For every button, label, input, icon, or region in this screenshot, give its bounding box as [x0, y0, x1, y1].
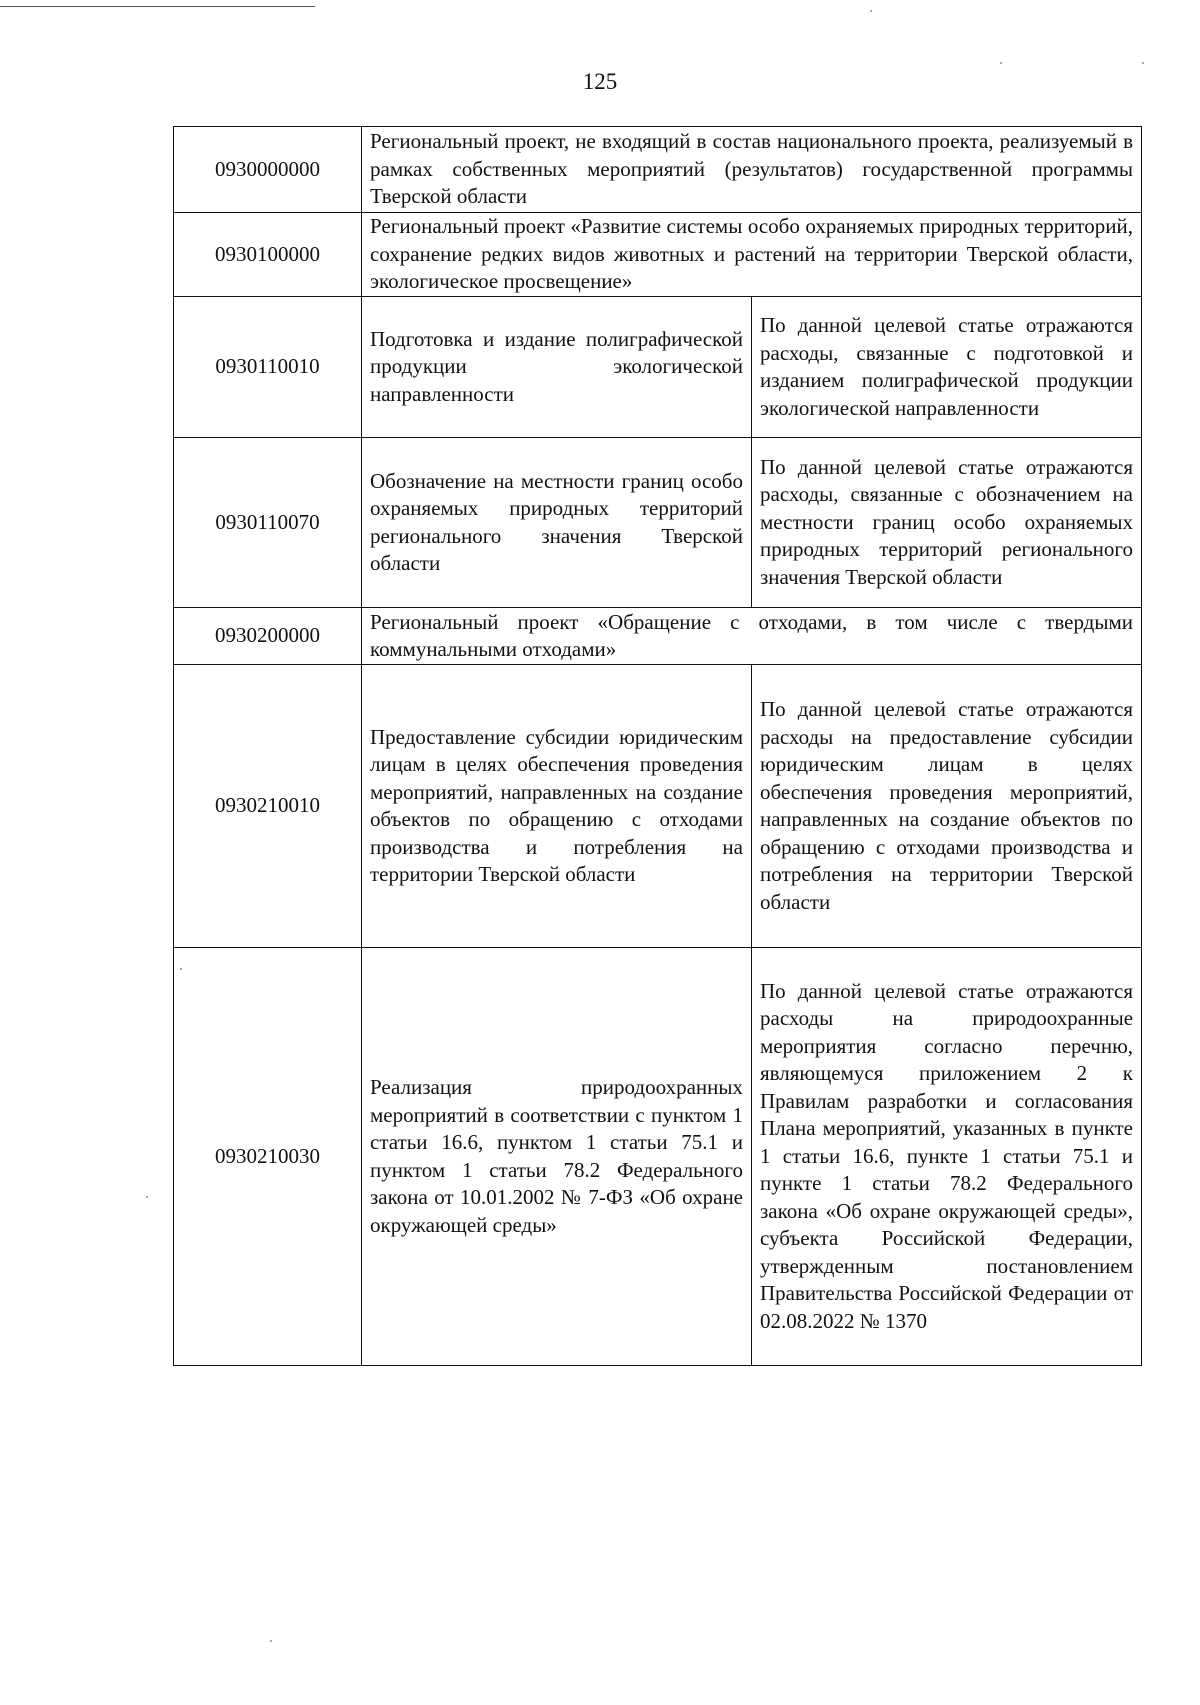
code-cell: 0930210010 [174, 665, 362, 948]
title-cell: Региональный проект «Развитие системы особо охраняемых природных территорий, сохранение редких видов животных и растений на территории Тверской области, экологическое просвещение» [362, 213, 1142, 297]
explanation-cell: По данной целевой статье отражаются расходы на предоставление субсидии юридическим лицам в целях обеспечения проведения мероприятий, направленных на создание объектов по обращению с отходами производства и потребления на территории Тверской области [752, 665, 1142, 948]
name-cell: Реализация природоохранных мероприятий в соответствии с пунктом 1 статьи 16.6, пунктом 1 статьи 75.1 и пунктом 1 статьи 78.2 Федерального закона от 10.01.2002 № 7-ФЗ «Об охране окружающей среды» [362, 948, 752, 1366]
name-cell: Подготовка и издание полиграфической продукции экологической направленности [362, 297, 752, 438]
code-cell: 0930110070 [174, 438, 362, 608]
scan-speck [870, 10, 872, 12]
scan-speck [1000, 62, 1002, 64]
code-cell: 0930110010 [174, 297, 362, 438]
scan-speck [270, 1640, 272, 1642]
page-number: 125 [582, 69, 618, 94]
name-cell: Обозначение на местности границ особо охраняемых природных территорий регионального значения Тверской области [362, 438, 752, 608]
table-row [174, 127, 1142, 213]
name-cell: Предоставление субсидии юридическим лицам в целях обеспечения проведения мероприятий, направленных на создание объектов по обращению с отходами производства и потребления на территории Тверской области [362, 665, 752, 948]
explanation-cell: По данной целевой статье отражаются расходы на природоохранные мероприятия согласно перечню, являющемуся приложением 2 к Правилам разработки и согласования Плана мероприятий, указанных в пункте 1 статьи 16.6, пункте 1 статьи 75.1 и пункте 1 статьи 78.2 Федерального закона «Об охране окружающей среды», субъекта Российской Федерации, утвержденным постановлением Правительства Российской Федерации от 02.08.2022 № 1370 [752, 948, 1142, 1366]
explanation-cell: По данной целевой статье отражаются расходы, связанные с обозначением на местности границ особо охраняемых природных территорий регионального значения Тверской области [752, 438, 1142, 608]
title-cell: Региональный проект, не входящий в состав национального проекта, реализуемый в рамках собственных мероприятий (результатов) государственной программы Тверской области [362, 127, 1142, 213]
code-cell: 0930000000 [174, 127, 362, 213]
scan-speck [180, 968, 182, 970]
table-row [174, 665, 1142, 948]
table-row [174, 608, 1142, 665]
scan-speck [146, 1196, 148, 1198]
table-row [174, 297, 1142, 438]
code-cell: 0930100000 [174, 213, 362, 297]
title-cell: Региональный проект «Обращение с отходами, в том числе с твердыми коммунальными отходами» [362, 608, 1142, 665]
table-row [174, 948, 1142, 1366]
code-cell: 0930210030 [174, 948, 362, 1366]
code-cell: 0930200000 [174, 608, 362, 665]
table-row [174, 438, 1142, 608]
scan-speck [1142, 62, 1144, 64]
explanation-cell: По данной целевой статье отражаются расходы, связанные с подготовкой и изданием полиграфической продукции экологической направленности [752, 297, 1142, 438]
scan-edge-line [0, 6, 315, 7]
table-row [174, 213, 1142, 297]
target-articles-table [173, 126, 1142, 1366]
